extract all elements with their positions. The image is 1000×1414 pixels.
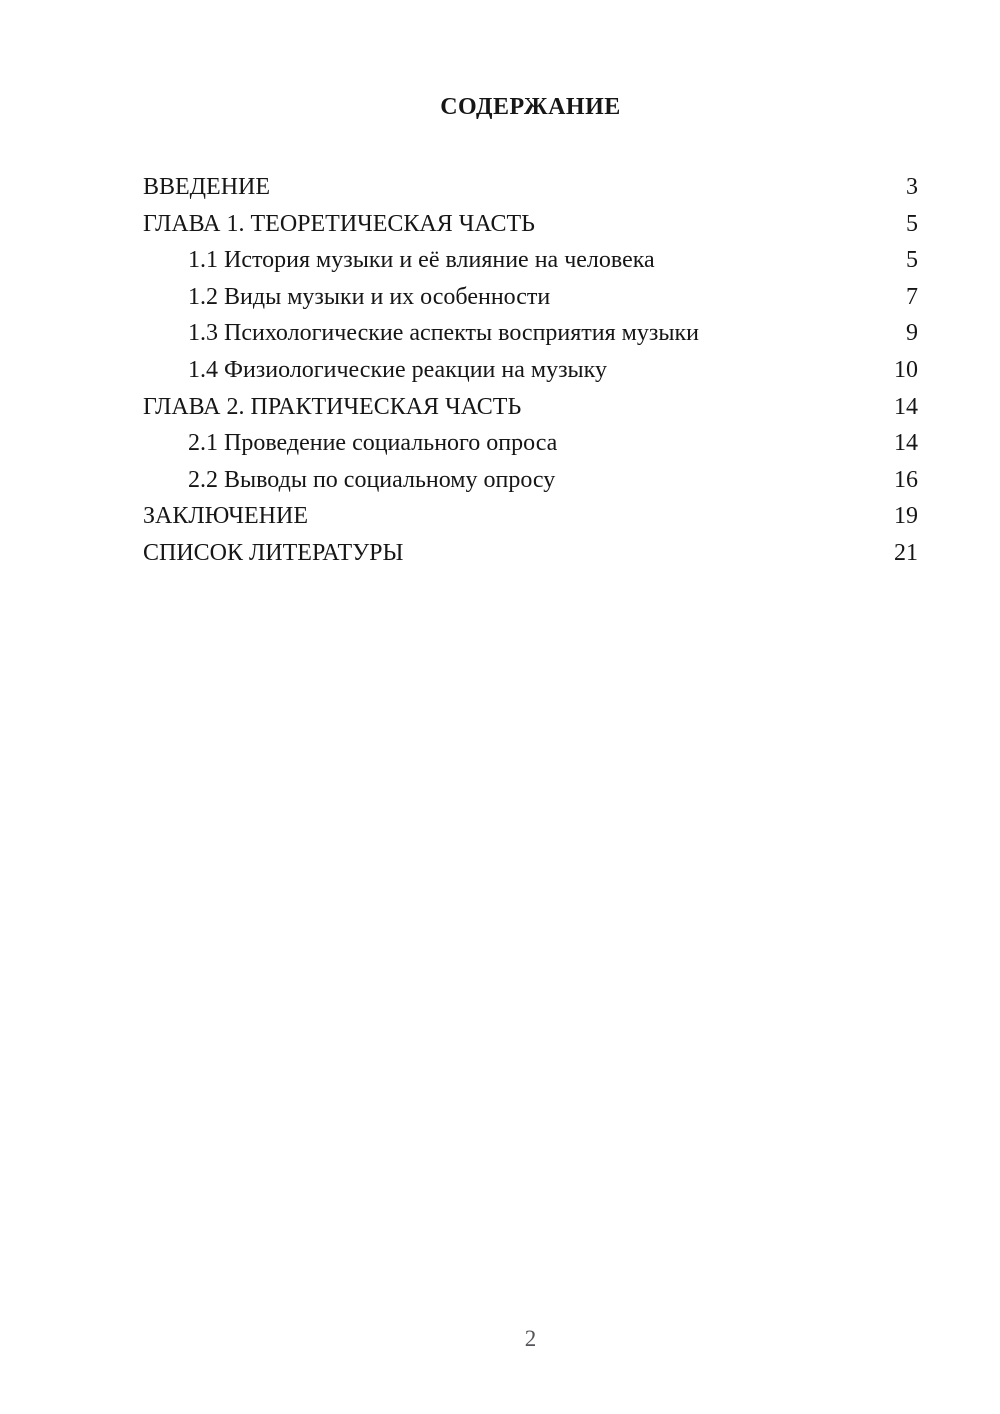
toc-entry-page-number: 19 bbox=[894, 503, 918, 530]
footer-page-number: 2 bbox=[524, 1326, 537, 1351]
toc-entry-page-number: 5 bbox=[906, 210, 918, 237]
toc-entry-page-number: 14 bbox=[894, 430, 918, 457]
toc-entry-label: ЗАКЛЮЧЕНИЕ bbox=[143, 503, 308, 530]
toc-entry-label: ГЛАВА 1. ТЕОРЕТИЧЕСКАЯ ЧАСТЬ bbox=[143, 210, 535, 237]
toc-entry bbox=[143, 462, 918, 499]
toc-entry bbox=[143, 279, 918, 316]
table-of-contents bbox=[143, 169, 918, 572]
toc-entry-label: ВВЕДЕНИЕ bbox=[143, 174, 271, 200]
page-title: СОДЕРЖАНИЕ bbox=[440, 94, 621, 120]
toc-entry-label: 2.2 Выводы по социальному опросу bbox=[188, 466, 556, 493]
toc-entry-page-number: 21 bbox=[894, 539, 918, 566]
toc-entry-label: СПИСОК ЛИТЕРАТУРЫ bbox=[143, 539, 404, 566]
toc-entry-label: 1.3 Психологические аспекты восприятия музыки bbox=[188, 320, 699, 347]
toc-entry-page-number: 3 bbox=[906, 174, 918, 200]
toc-entry-label: ГЛАВА 2. ПРАКТИЧЕСКАЯ ЧАСТЬ bbox=[143, 393, 522, 420]
toc-entry-page-number: 5 bbox=[906, 247, 918, 274]
toc-entry bbox=[143, 389, 918, 426]
toc-entry bbox=[143, 206, 918, 243]
toc-entry-page-number: 14 bbox=[894, 393, 918, 420]
toc-entry bbox=[143, 498, 918, 535]
toc-entry-label: 2.1 Проведение социального опроса bbox=[188, 430, 558, 457]
toc-entry bbox=[143, 352, 918, 389]
toc-entry bbox=[143, 242, 918, 279]
toc-entry-label: 1.4 Физиологические реакции на музыку bbox=[188, 356, 608, 383]
toc-entry-page-number: 10 bbox=[894, 356, 918, 383]
toc-entry bbox=[143, 425, 918, 462]
toc-entry-label: 1.2 Виды музыки и их особенности bbox=[188, 283, 551, 310]
toc-entry bbox=[143, 315, 918, 352]
toc-entry-page-number: 9 bbox=[906, 320, 918, 347]
toc-entry-page-number: 7 bbox=[906, 283, 918, 310]
toc-entry-label: 1.1 История музыки и её влияние на человека bbox=[188, 247, 655, 274]
toc-entry bbox=[143, 169, 918, 206]
toc-entry-page-number: 16 bbox=[894, 466, 918, 493]
toc-entry bbox=[143, 535, 918, 572]
